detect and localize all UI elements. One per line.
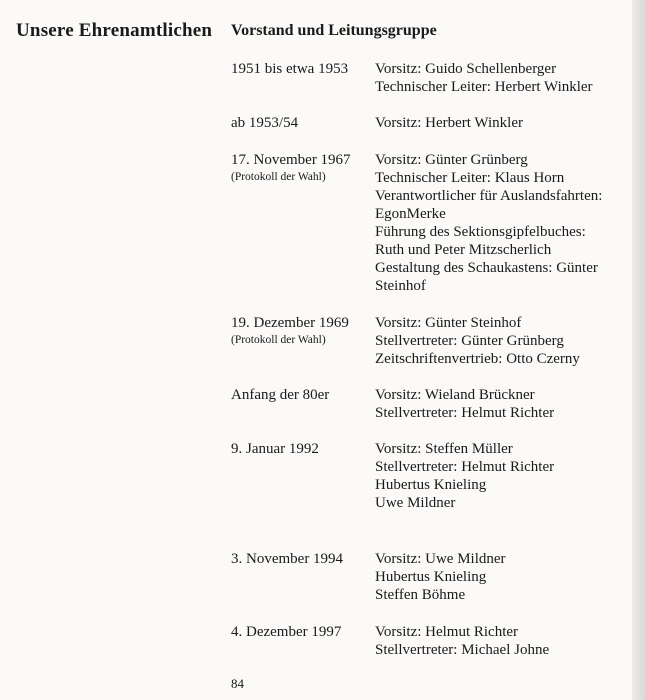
entry-date: ab 1953/54 xyxy=(231,115,299,131)
entry-line: Vorsitz: Uwe Mildner xyxy=(375,551,506,567)
entry-line: Ruth und Peter Mitzscherlich xyxy=(375,242,552,258)
entry-line: Vorsitz: Helmut Richter xyxy=(375,624,519,640)
entry-date: 1951 bis etwa 1953 xyxy=(231,61,349,77)
entry-line: Hubertus Knieling xyxy=(375,477,487,493)
entry-line: Technischer Leiter: Klaus Horn xyxy=(375,170,565,186)
entry-date: Anfang der 80er xyxy=(231,387,330,403)
page-heading: Vorstand und Leitungsgruppe xyxy=(231,22,437,39)
entry-line: Gestaltung des Schaukastens: Günter xyxy=(375,260,598,276)
entry-date: 19. Dezember 1969 xyxy=(231,315,349,331)
entry-date: 9. Januar 1992 xyxy=(231,441,319,457)
entry-line: Steffen Böhme xyxy=(375,587,466,603)
page-number: 84 xyxy=(231,676,244,691)
entry-line: Stellvertreter: Helmut Richter xyxy=(375,405,555,421)
entry-line: Vorsitz: Günter Steinhof xyxy=(375,315,522,331)
entry-date: 3. November 1994 xyxy=(231,551,344,567)
entry-date: 17. November 1967 xyxy=(231,152,351,168)
entry-line: Stellvertreter: Helmut Richter xyxy=(375,459,555,475)
entry-date-note: (Protokoll der Wahl) xyxy=(231,171,326,183)
entry-line: Vorsitz: Guido Schellenberger xyxy=(375,61,557,77)
entry-line: Vorsitz: Steffen Müller xyxy=(375,441,513,457)
entry-line: Technischer Leiter: Herbert Winkler xyxy=(375,79,593,95)
entry-date-note: (Protokoll der Wahl) xyxy=(231,334,326,346)
entry-line: Vorsitz: Günter Grünberg xyxy=(375,152,528,168)
entry-line: Stellvertreter: Michael Johne xyxy=(375,642,550,658)
entry-line: Verantwortlicher für Auslandsfahrten: xyxy=(375,188,603,204)
page-edge-shadow xyxy=(632,0,646,700)
entry-line: Zeitschriftenvertrieb: Otto Czerny xyxy=(375,351,580,367)
entry-line: EgonMerke xyxy=(375,206,446,222)
entry-line: Vorsitz: Wieland Brückner xyxy=(375,387,535,403)
entry-line: Führung des Sektionsgipfelbuches: xyxy=(375,224,586,240)
entry-line: Stellvertreter: Günter Grünberg xyxy=(375,333,564,349)
entry-line: Steinhof xyxy=(375,278,426,294)
entry-line: Vorsitz: Herbert Winkler xyxy=(375,115,523,131)
entry-line: Uwe Mildner xyxy=(375,495,456,511)
entry-date: 4. Dezember 1997 xyxy=(231,624,342,640)
section-title: Unsere Ehrenamtlichen xyxy=(16,20,213,41)
entry-line: Hubertus Knieling xyxy=(375,569,487,585)
